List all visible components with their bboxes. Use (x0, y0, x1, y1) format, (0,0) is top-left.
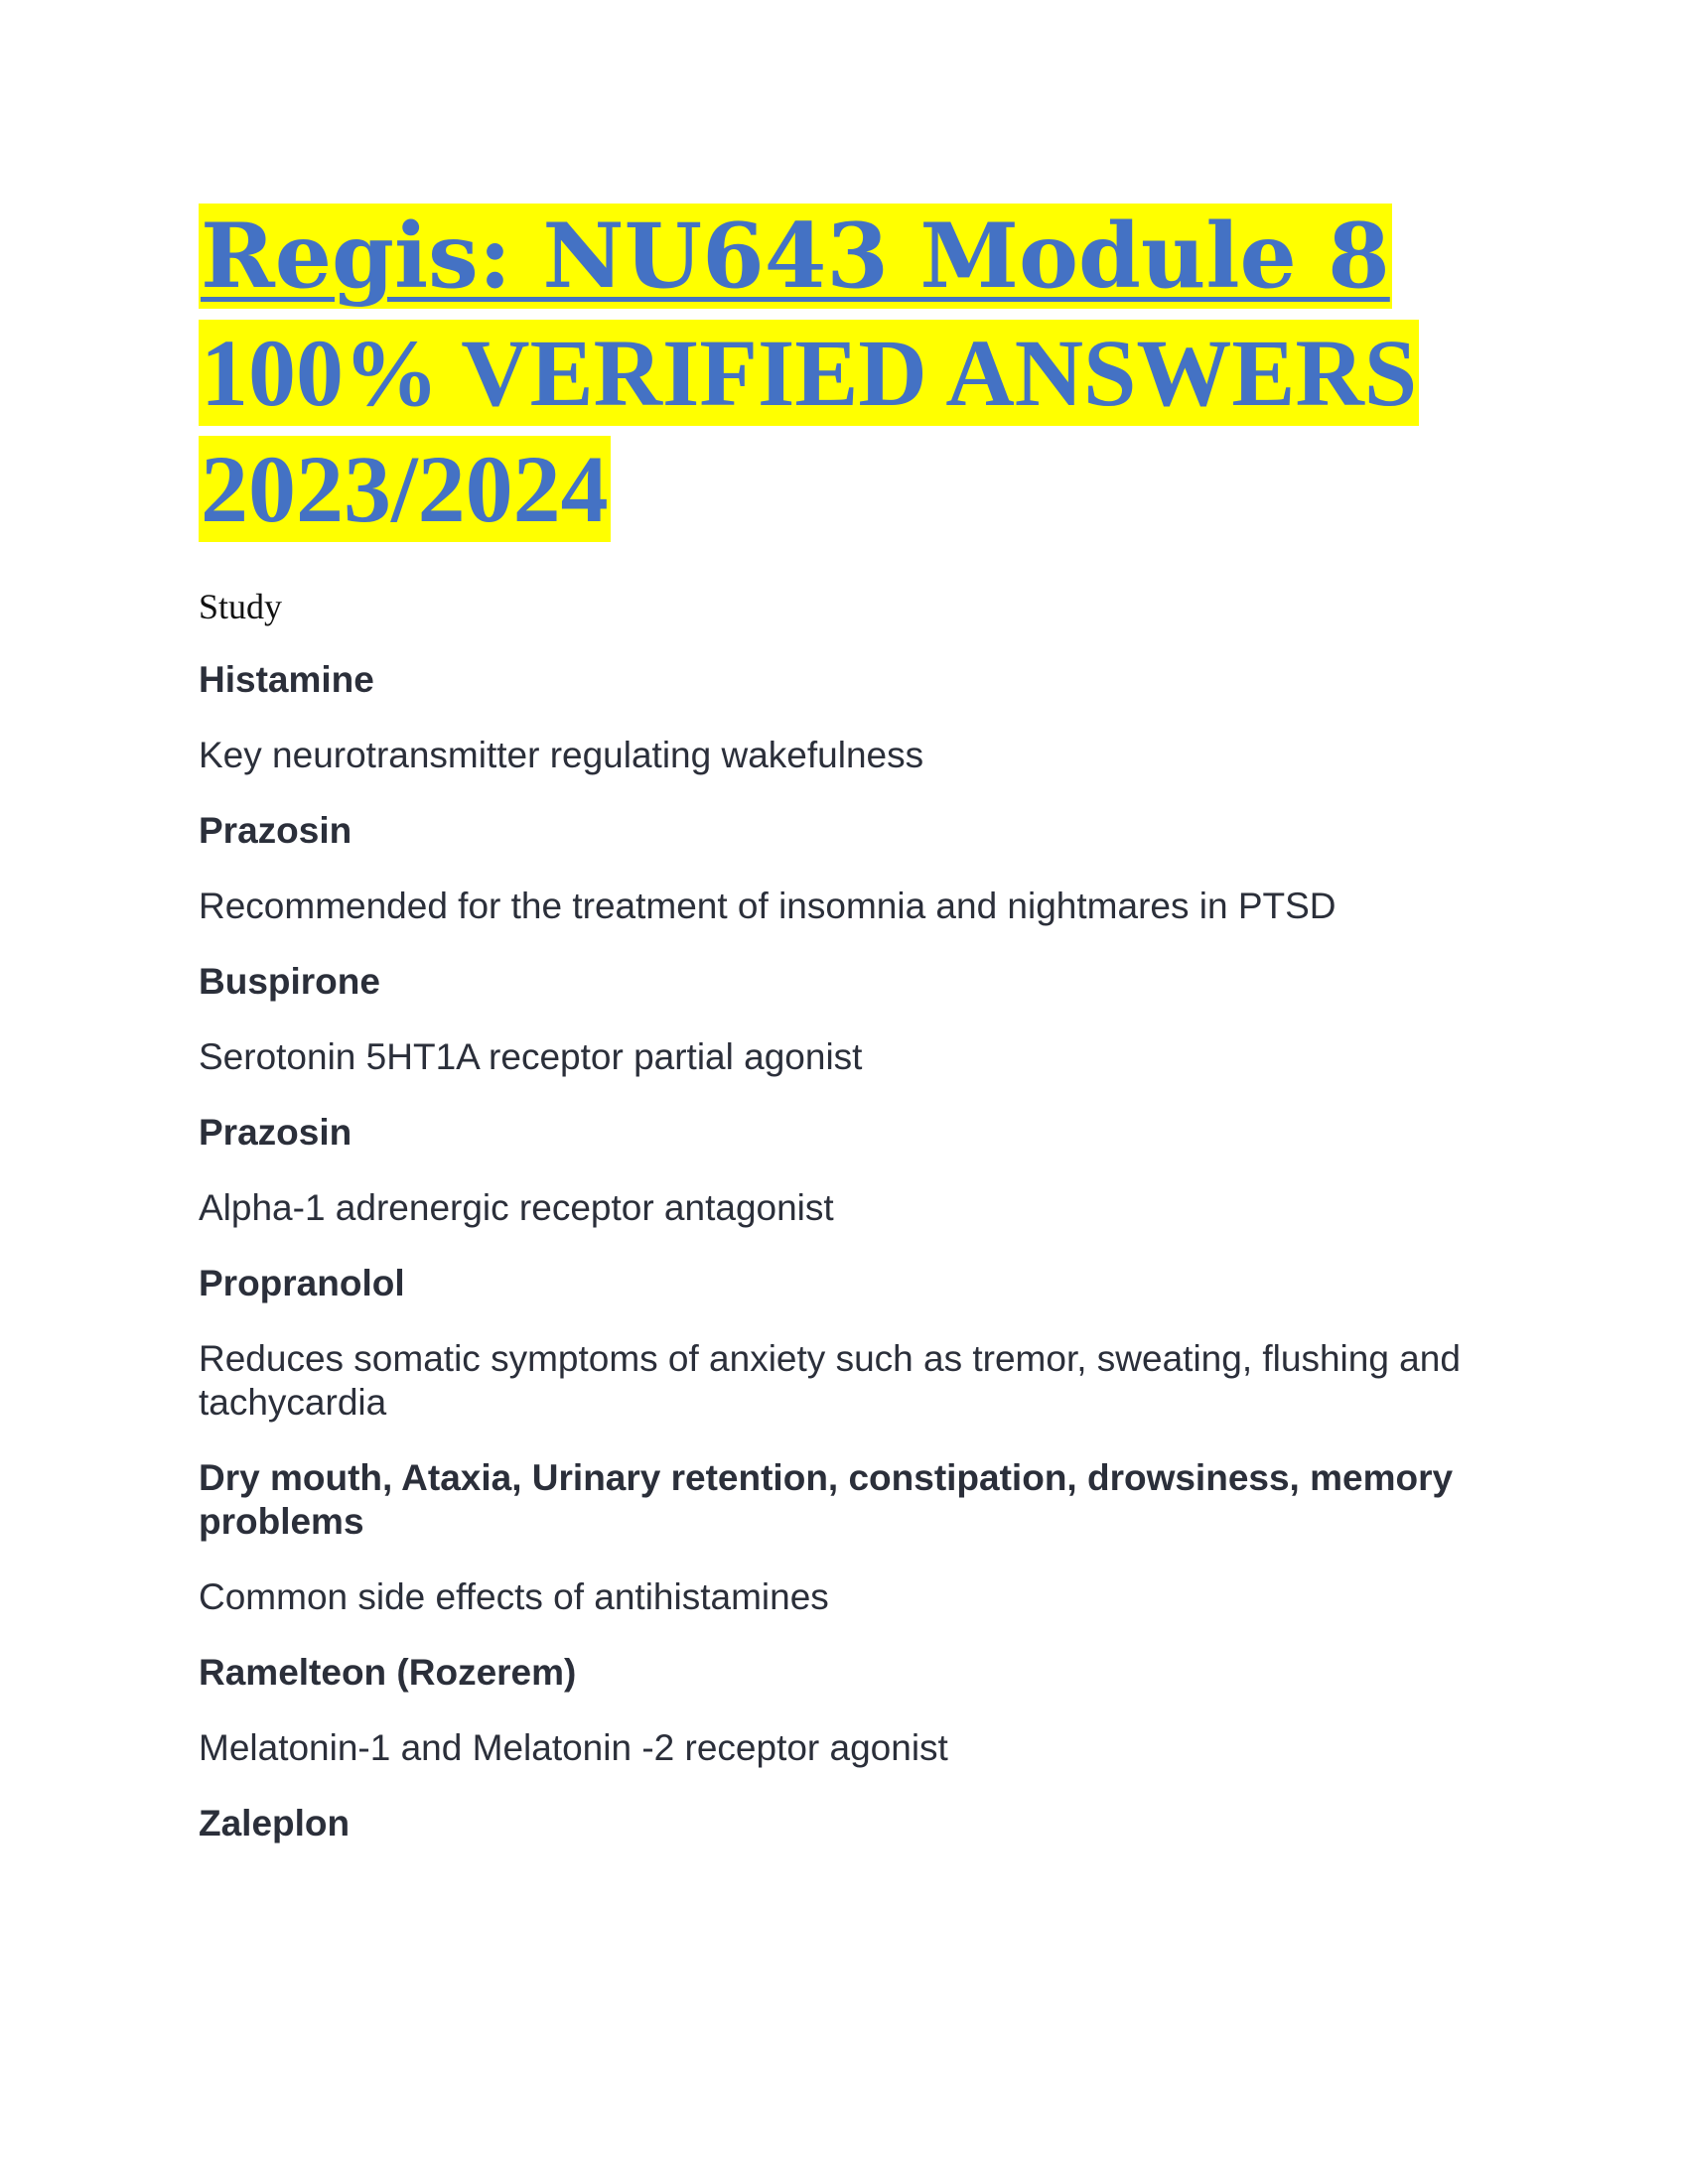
document-title (199, 199, 1489, 547)
qa-definition: Reduces somatic symptoms of anxiety such as tremor, sweating, flushing and tachycardia (199, 1338, 1461, 1423)
title-line-2: 100% VERIFIED ANSWERS (201, 320, 1418, 426)
qa-definition: Serotonin 5HT1A receptor partial agonist (199, 1036, 863, 1077)
qa-item (199, 1262, 1489, 1425)
qa-item (199, 1651, 1489, 1770)
qa-item (199, 809, 1489, 928)
qa-list (199, 658, 1489, 1845)
qa-definition: Alpha-1 adrenergic receptor antagonist (199, 1187, 834, 1228)
qa-item (199, 1456, 1489, 1619)
title-line-3: 2023/2024 (201, 436, 609, 542)
qa-item (199, 1802, 1489, 1845)
document-subtitle: Study (199, 587, 283, 626)
title-line-1 (199, 199, 1489, 315)
qa-term: Zaleplon (199, 1803, 351, 1843)
qa-term: Ramelteon (Rozerem) (199, 1652, 577, 1693)
qa-definition: Common side effects of antihistamines (199, 1576, 829, 1617)
qa-term: Dry mouth, Ataxia, Urinary retention, constipation, drowsiness, memory problems (199, 1457, 1454, 1542)
title-link[interactable]: Regis: NU643 Module 8 (201, 204, 1390, 309)
qa-definition: Key neurotransmitter regulating wakefulness (199, 735, 924, 775)
qa-item (199, 960, 1489, 1079)
qa-definition: Recommended for the treatment of insomnia and nightmares in PTSD (199, 886, 1336, 926)
qa-term: Prazosin (199, 810, 352, 851)
qa-term: Propranolol (199, 1263, 405, 1303)
qa-term: Buspirone (199, 961, 380, 1002)
qa-item (199, 658, 1489, 777)
qa-definition: Melatonin-1 and Melatonin -2 receptor agonist (199, 1727, 948, 1768)
qa-item (199, 1111, 1489, 1230)
document-content (199, 199, 1489, 1845)
qa-term: Histamine (199, 659, 374, 700)
qa-term: Prazosin (199, 1112, 352, 1153)
